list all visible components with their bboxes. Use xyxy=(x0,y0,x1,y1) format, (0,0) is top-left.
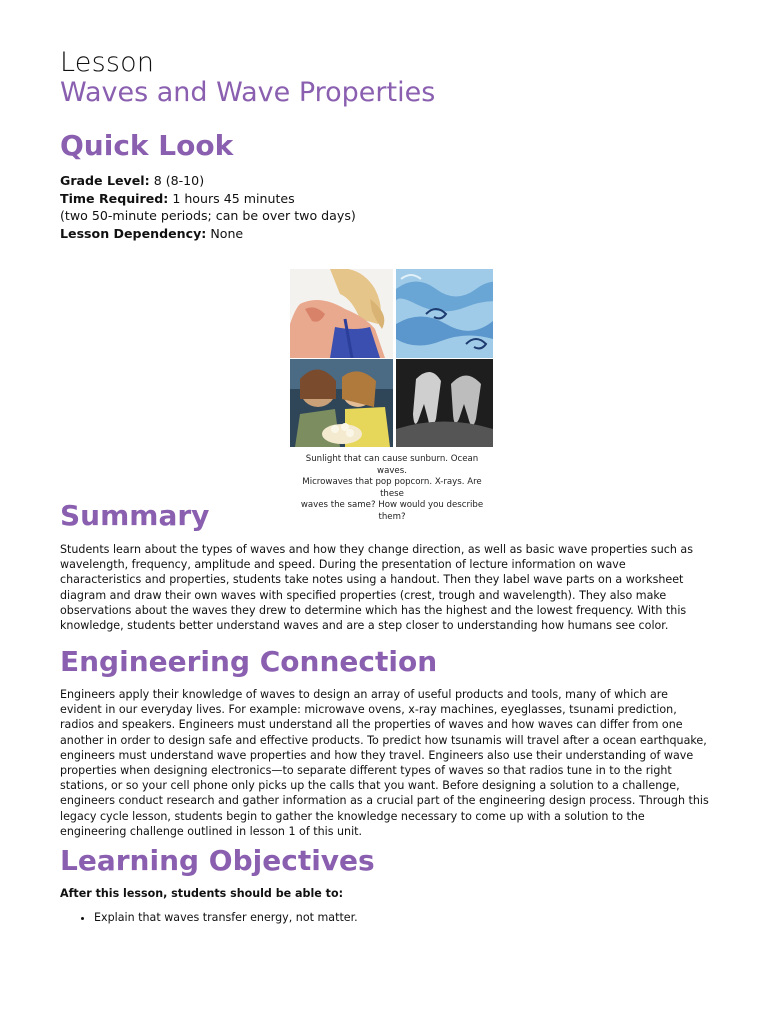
lesson-figure xyxy=(290,269,494,524)
time-required-label: Time Required: xyxy=(60,190,169,206)
lesson-title: Waves and Wave Properties xyxy=(60,77,436,108)
time-note: (two 50-minute periods; can be over two days) xyxy=(60,208,356,224)
figure-caption-line-1: Sunlight that can cause sunburn. Ocean waves. xyxy=(305,454,479,476)
quick-look-heading: Quick Look xyxy=(60,129,234,162)
sunburn-photo xyxy=(290,269,393,358)
xray-image xyxy=(396,359,493,447)
time-required-value: 1 hours 45 minutes xyxy=(172,190,295,206)
learning-objectives-heading: Learning Objectives xyxy=(60,844,375,877)
grade-level-row xyxy=(60,172,356,190)
figure-caption-line-3: waves the same? How would you describe them? xyxy=(300,500,484,522)
grade-level-label: Grade Level: xyxy=(60,173,150,188)
lesson-dependency-value: None xyxy=(210,225,244,241)
popcorn-photo xyxy=(290,359,393,447)
lesson-kicker: Lesson xyxy=(60,47,155,78)
objective-item: • Explain that waves transfer energy, not matter. xyxy=(94,910,358,925)
time-required-row xyxy=(60,190,356,208)
summary-text: Students learn about the types of waves and how they change direction, as well as basic wave properties such as wavelength, frequency, amplitude and speed. During the presentation of lecture information on wave characteristics and properties, students take notes using a handout. Then they label wave parts on a worksheet diagram and draw their own waves with specified properties (crest, trough and wavelength). They also make observations about the waves they drew to determine which has the highest and the lowest frequency. With this knowledge, students better understand waves and are a step closer to understanding how humans see color. xyxy=(60,543,693,633)
figure-image-grid xyxy=(290,269,494,447)
figure-caption xyxy=(290,454,494,524)
engineering-connection-heading: Engineering Connection xyxy=(60,645,438,678)
objectives-list xyxy=(60,910,358,925)
engineering-connection-text: Engineers apply their knowledge of waves to design an array of useful products and tools, many of which are evident in our everyday lives. For example: microwave ovens, x-ray machines, eyeglasses, tsunami prediction, radios and speakers. Engineers must understand all the properties of waves and how waves can differ from one another in order to design safe and effective products. To predict how tsunamis will travel after a ocean earthquake, engineers must understand wave properties and how they travel. Engineers also use their understanding of wave properties when designing electronics—to separate different types of waves so that radios tune in to the right stations, or so your cell phone only picks up the calls that you want. Before designing a solution to a challenge, engineers conduct research and gather information as a crucial part of the engineering design process. Through this legacy cycle lesson, students begin to gather the knowledge necessary to come up with a solution to the engineering challenge outlined in lesson 1 of this unit. xyxy=(60,688,709,838)
quick-look-meta xyxy=(60,172,356,242)
objectives-lead: After this lesson, students should be able to: xyxy=(60,887,344,900)
grade-level-value: 8 (8-10) xyxy=(153,173,205,188)
ocean-waves-image xyxy=(396,269,493,358)
lesson-dependency-label: Lesson Dependency: xyxy=(60,225,207,241)
lesson-dependency-row xyxy=(60,225,356,243)
summary-heading: Summary xyxy=(60,499,210,532)
figure-caption-line-2: Microwaves that pop popcorn. X-rays. Are these xyxy=(302,477,482,499)
